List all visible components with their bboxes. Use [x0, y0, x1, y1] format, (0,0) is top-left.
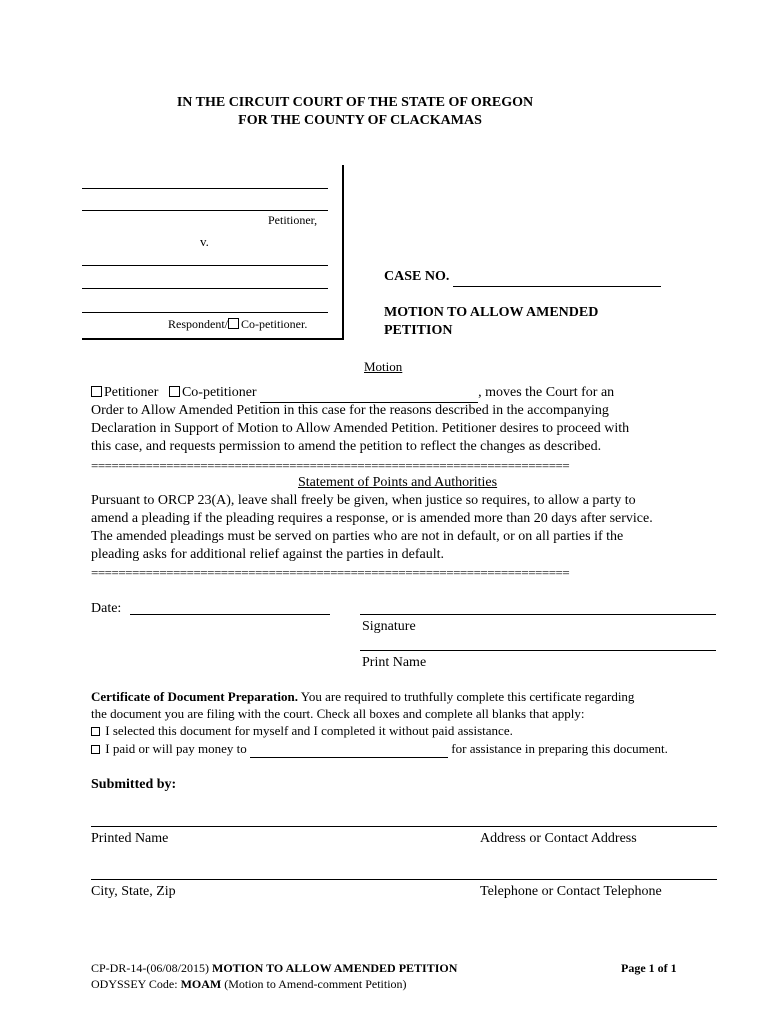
motion-first-line [91, 384, 614, 403]
footer-form-line [91, 960, 457, 976]
odyssey-line [91, 976, 407, 992]
separator-bottom: ====================================================================== [91, 565, 570, 580]
certificate-intro [91, 688, 634, 705]
page-number: Page 1 of 1 [621, 961, 677, 975]
print-name-label: Print Name [362, 655, 427, 670]
paid-assistance-label: I paid or will pay money to [105, 741, 247, 756]
case-number-row [384, 268, 661, 287]
address-label: Address or Contact Address [480, 831, 637, 846]
city-phone-field[interactable] [91, 879, 717, 880]
date-label: Date: [91, 601, 122, 616]
paid-assistance-suffix: for assistance in preparing this document. [451, 741, 668, 756]
respondent-label: Respondent/ [168, 317, 228, 331]
self-prepared-checkbox[interactable] [91, 727, 100, 736]
petitioner-option-label: Petitioner [104, 385, 159, 400]
respondent-line-1[interactable] [82, 265, 328, 266]
copetitioner-option-label: Co-petitioner [181, 385, 257, 400]
versus-label: v. [200, 234, 209, 249]
county-name-line [0, 112, 770, 130]
form-code: CP-DR-14-(06/08/2015) [91, 961, 209, 975]
petitioner-line-2[interactable] [82, 210, 328, 211]
respondent-line-2[interactable] [82, 288, 328, 289]
odyssey-code: MOAM [180, 977, 222, 991]
authorities-body-line: pleading asks for additional relief against the parties in default. [91, 547, 444, 562]
copetitioner-checkbox[interactable] [228, 318, 239, 329]
authorities-body-line: The amended pleadings must be served on parties who are not in default, or on all parties if the [91, 529, 624, 544]
case-number-label: CASE NO. [384, 269, 450, 284]
motion-body-line: this case, and requests permission to amend the petition to reflect the changes as described. [91, 439, 602, 454]
city-state-zip-label: City, State, Zip [91, 884, 176, 899]
certificate-option-2 [91, 740, 668, 758]
caption-divider [342, 165, 344, 340]
petitioner-checkbox[interactable] [91, 386, 102, 397]
respondent-label-row [168, 316, 307, 332]
printed-name-label: Printed Name [91, 831, 169, 846]
petitioner-line-1[interactable] [82, 188, 328, 189]
signature-label: Signature [362, 619, 416, 634]
authorities-body-line: amend a pleading if the pleading requires a response, or is amended more than 20 days after service. [91, 511, 653, 526]
odyssey-label: ODYSSEY Code: [91, 977, 178, 991]
submitted-by-heading: Submitted by: [91, 777, 177, 792]
certificate-option-1 [91, 722, 513, 739]
motion-title-line2: PETITION [384, 323, 453, 338]
respondent-line-3[interactable] [82, 312, 328, 313]
copetitioner-option-checkbox[interactable] [169, 386, 180, 397]
county-title: FOR THE COUNTY OF CLACKAMAS [238, 113, 482, 128]
caption-bottom-rule [82, 338, 344, 340]
date-field[interactable] [130, 614, 330, 615]
certificate-intro-text: You are required to truthfully complete this certificate regarding [297, 689, 635, 704]
copetitioner-label: Co-petitioner. [241, 317, 308, 331]
certificate-intro-line2: the document you are filing with the court. Check all boxes and complete all blanks that apply: [91, 706, 585, 721]
telephone-label: Telephone or Contact Telephone [480, 884, 662, 899]
form-title: MOTION TO ALLOW AMENDED PETITION [212, 961, 458, 975]
name-address-field[interactable] [91, 826, 717, 827]
party-name-field[interactable] [260, 384, 478, 403]
moves-text: , moves the Court for an [478, 385, 615, 400]
court-name-line1 [0, 94, 770, 112]
motion-body-line: Order to Allow Amended Petition in this case for the reasons described in the accompanying [91, 403, 609, 418]
print-name-field[interactable] [360, 650, 716, 651]
petitioner-label: Petitioner, [268, 213, 318, 227]
court-title: IN THE CIRCUIT COURT OF THE STATE OF OREGON [176, 95, 534, 110]
authorities-heading: Statement of Points and Authorities [298, 475, 498, 490]
motion-title-line1: MOTION TO ALLOW AMENDED [384, 305, 599, 320]
self-prepared-label: I selected this document for myself and I completed it without paid assistance. [105, 723, 513, 738]
separator-top: ====================================================================== [91, 458, 570, 473]
odyssey-description: (Motion to Amend-comment Petition) [224, 977, 407, 991]
certificate-title: Certificate of Document Preparation. [91, 689, 298, 704]
motion-heading: Motion [364, 359, 403, 374]
paid-assistance-checkbox[interactable] [91, 745, 100, 754]
preparer-name-field[interactable] [250, 740, 448, 758]
motion-body-line: Declaration in Support of Motion to Allow Amended Petition. Petitioner desires to proceed with [91, 421, 630, 436]
case-number-field[interactable] [453, 268, 661, 287]
authorities-body-line: Pursuant to ORCP 23(A), leave shall freely be given, when justice so requires, to allow a party to [91, 493, 636, 508]
signature-field[interactable] [360, 614, 716, 615]
